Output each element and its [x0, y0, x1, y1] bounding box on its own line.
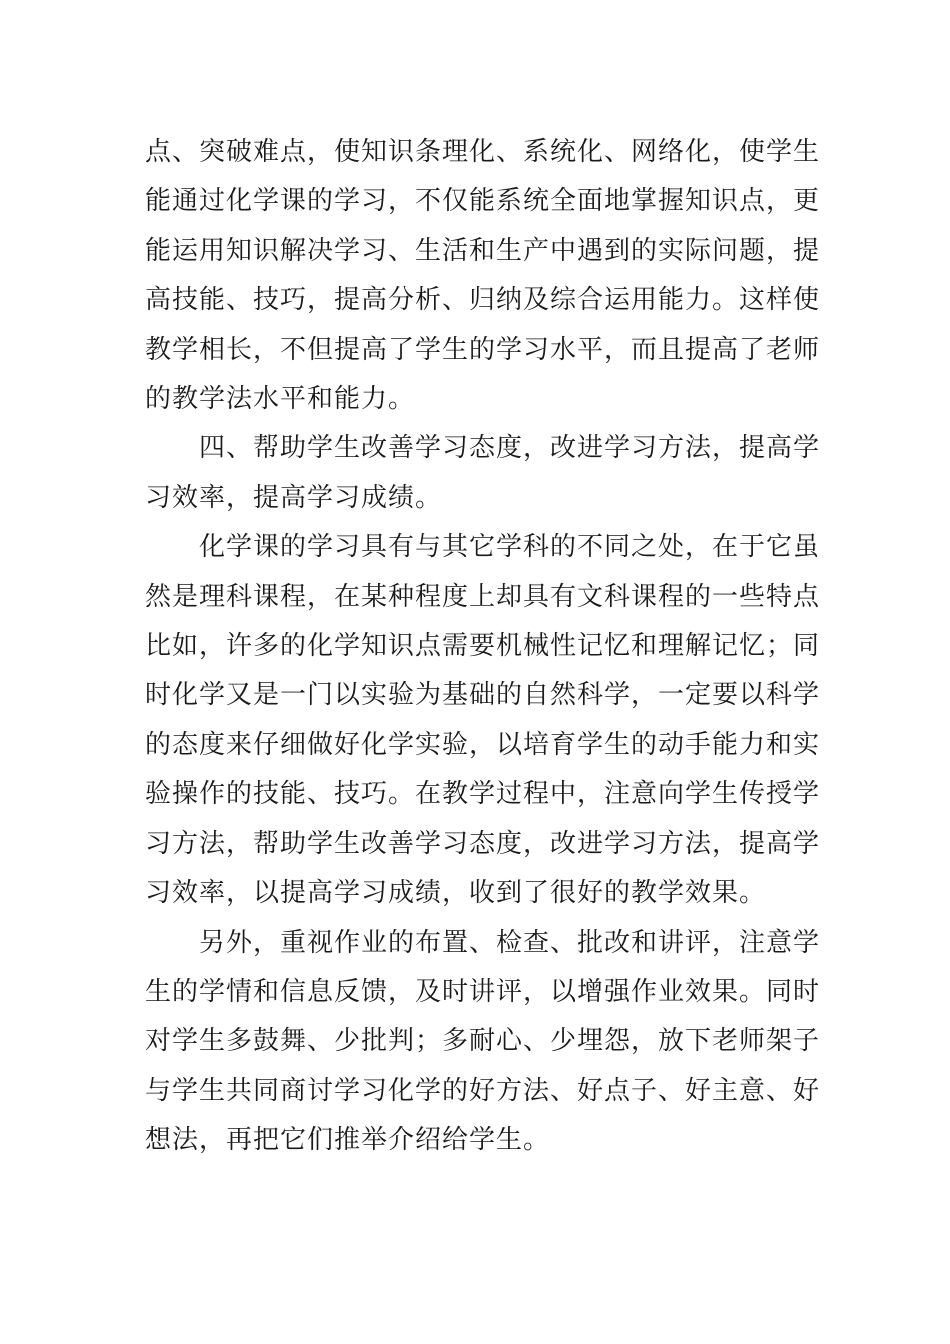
text-line: 习效率，以提高学习成绩，收到了很好的教学效果。 [145, 878, 767, 909]
text-line: 生的学情和信息反馈，及时讲评，以增强作业效果。同时 [145, 976, 821, 1007]
paragraph-4 [145, 919, 821, 1166]
text-line: 能运用知识解决学习、生活和生产中遇到的实际问题，提 [145, 235, 821, 266]
text-line: 四、帮助学生改善学习态度，改进学习方法，提高学 [145, 433, 821, 464]
text-line: 验操作的技能、技巧。在教学过程中，注意向学生传授学 [145, 779, 821, 810]
paragraph-3 [145, 523, 821, 918]
text-line: 习方法，帮助学生改善学习态度，改进学习方法，提高学 [145, 828, 821, 859]
text-line: 点、突破难点，使知识条理化、系统化、网络化，使学生 [145, 137, 821, 167]
text-line: 与学生共同商讨学习化学的好方法、好点子、好主意、好 [145, 1075, 821, 1106]
text-line: 然是理科课程，在某种程度上却具有文科课程的一些特点 [145, 581, 821, 612]
text-line: 另外，重视作业的布置、检查、批改和讲评，注意学 [145, 927, 821, 958]
text-line: 对学生多鼓舞、少批判；多耐心、少埋怨，放下老师架子 [145, 1026, 821, 1057]
text-line: 高技能、技巧，提高分析、归纳及综合运用能力。这样使 [145, 285, 821, 316]
text-line: 化学课的学习具有与其它学科的不同之处，在于它虽 [145, 532, 821, 563]
document-body [145, 128, 821, 1166]
paragraph-2 [145, 424, 821, 523]
text-line: 的态度来仔细做好化学实验，以培育学生的动手能力和实 [145, 729, 821, 760]
text-line: 教学相长，不但提高了学生的学习水平，而且提高了老师 [145, 334, 821, 365]
text-line: 的教学法水平和能力。 [145, 384, 416, 415]
paragraph-1 [145, 128, 821, 424]
text-line: 比如，许多的化学知识点需要机械性记忆和理解记忆；同 [145, 631, 821, 662]
text-line: 能通过化学课的学习，不仅能系统全面地掌握知识点，更 [145, 186, 821, 217]
text-line: 想法，再把它们推举介绍给学生。 [145, 1125, 551, 1156]
text-line: 习效率，提高学习成绩。 [145, 482, 443, 513]
text-line: 时化学又是一门以实验为基础的自然科学，一定要以科学 [145, 680, 821, 711]
